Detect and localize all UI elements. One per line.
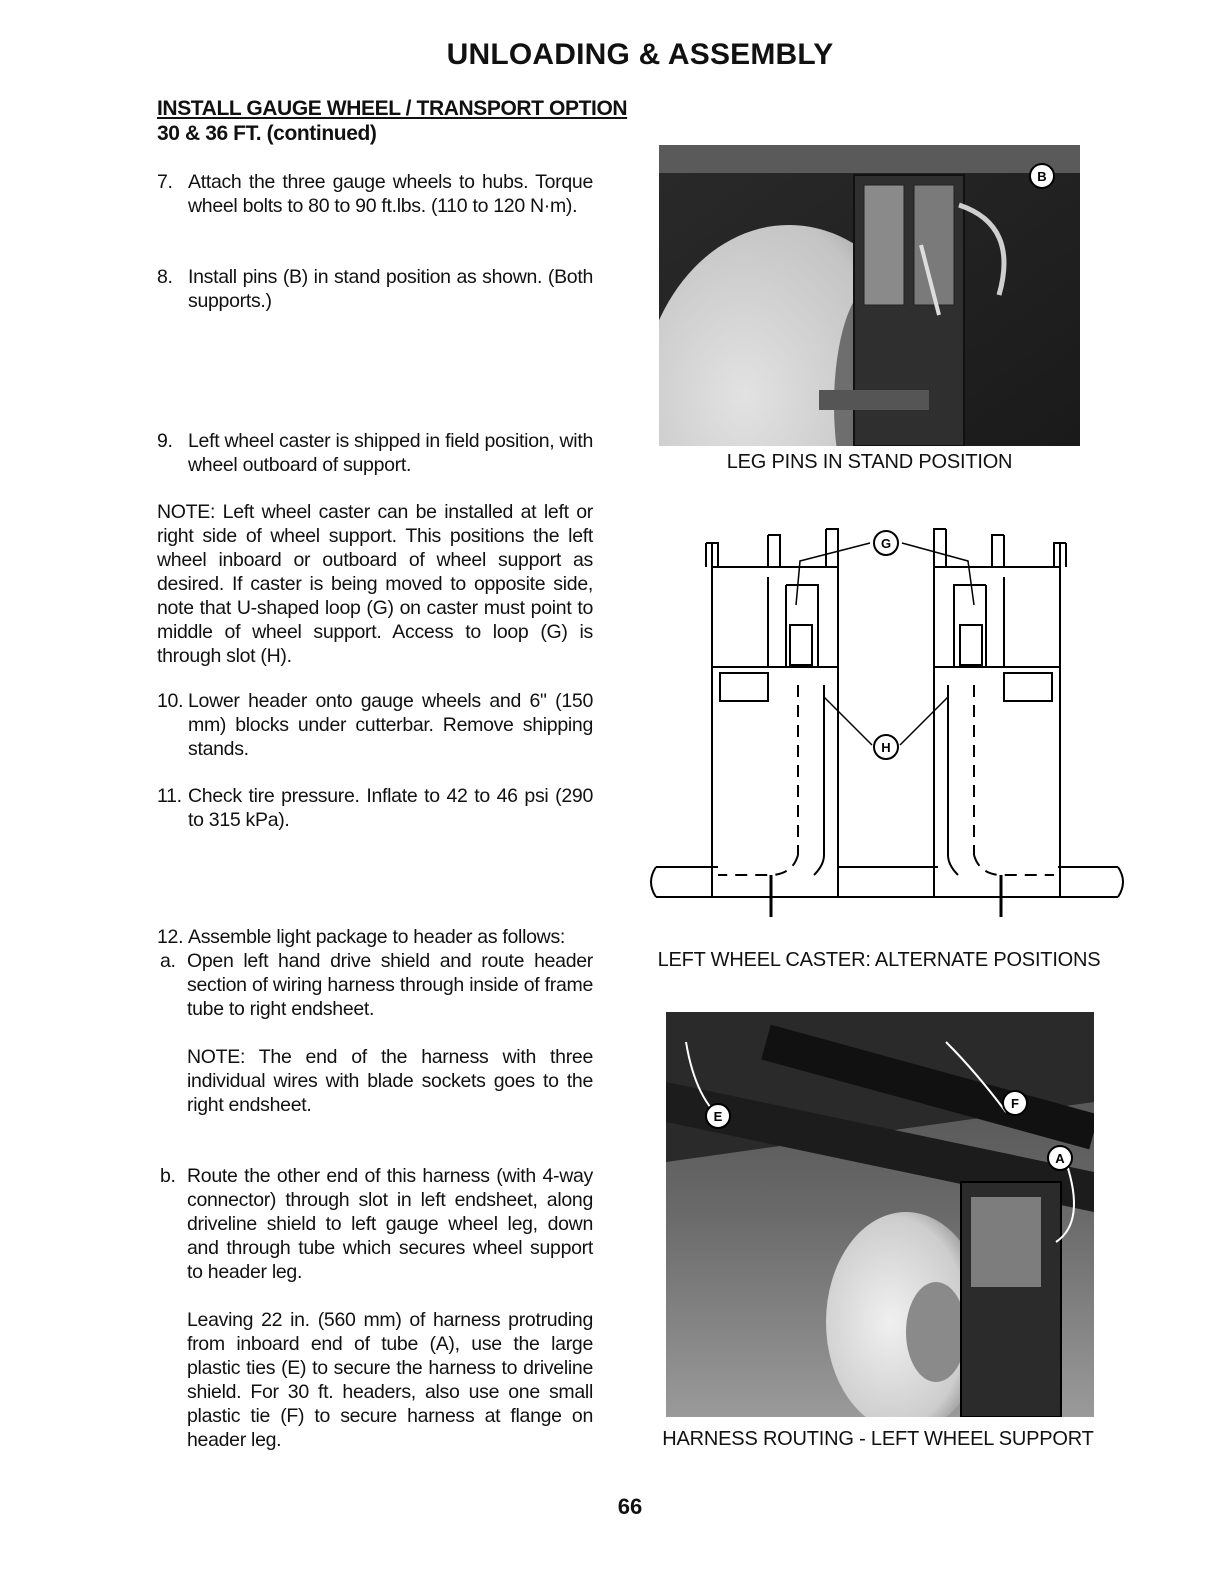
note-caster	[157, 500, 593, 668]
step-number: 7.	[157, 171, 173, 193]
section-heading-subtitle: 30 & 36 FT. (continued)	[157, 122, 377, 145]
step-8	[157, 265, 593, 315]
substep-a	[160, 949, 593, 1023]
step-number: 10.	[157, 690, 184, 712]
note-text: Left wheel caster can be installed at left or right side of wheel support. This positions the left wheel inboard or outboard of wheel support as desired. If caster is being moved to opposite side, note that U-shaped loop (G) on caster must point to middle of wheel support. Access to loop (G) is through slot (H).	[157, 501, 593, 667]
note-label: NOTE:	[157, 501, 216, 523]
callout-g-label: G	[880, 536, 892, 551]
callout-g-icon	[874, 531, 898, 555]
callout-f-icon	[1003, 1091, 1027, 1115]
callout-h-label: H	[881, 740, 891, 755]
paragraph-harness-ties: Leaving 22 in. (560 mm) of harness protruding from inboard end of tube (A), use the large plastic ties (E) to secure the harness to driveline shield. For 30 ft. headers, also use one small plastic tie (F) to secure harness at flange on header leg.	[187, 1309, 593, 1451]
step-11	[157, 784, 593, 834]
step-text: Attach the three gauge wheels to hubs. Torque wheel bolts to 80 to 90 ft.lbs. (110 to 120 N·m).	[188, 171, 593, 217]
note-harness	[187, 1045, 593, 1117]
photo-harness-routing	[666, 1012, 1094, 1417]
note-text: The end of the harness with three individual wires with blade sockets goes to the right endsheet.	[187, 1046, 593, 1116]
step-text: Check tire pressure. Inflate to 42 to 46 psi (290 to 315 kPa).	[188, 785, 593, 831]
page-title: UNLOADING & ASSEMBLY	[446, 38, 834, 71]
substep-text: Open left hand drive shield and route header section of wiring harness through inside of frame tube to right endsheet.	[187, 950, 593, 1020]
substep-letter: b.	[160, 1165, 176, 1187]
step-number: 9.	[157, 430, 173, 452]
step-text: Install pins (B) in stand position as shown. (Both supports.)	[188, 266, 593, 312]
photo-leg-pins	[659, 145, 1080, 446]
callout-e-icon	[706, 1104, 730, 1128]
diagram-caster-positions	[648, 525, 1124, 927]
step-7	[157, 170, 593, 250]
figure-caption: LEFT WHEEL CASTER: ALTERNATE POSITIONS	[657, 949, 1101, 971]
note-label: NOTE:	[187, 1046, 246, 1068]
substep-letter: a.	[160, 950, 176, 972]
step-number: 11.	[157, 785, 182, 807]
callout-a-icon	[1048, 1146, 1072, 1170]
step-text: Lower header onto gauge wheels and 6" (150 mm) blocks under cutterbar. Remove shipping stands.	[188, 690, 593, 760]
callout-b-icon	[1028, 162, 1056, 190]
callout-e-label: E	[713, 1109, 723, 1124]
callout-h-icon	[874, 735, 898, 759]
callout-b-label: B	[1037, 169, 1047, 184]
substep-text: Route the other end of this harness (with 4-way connector) through slot in left endsheet, along driveline shield to left gauge wheel leg, down and through tube which secures wheel support to header leg.	[187, 1165, 593, 1283]
step-number: 8.	[157, 266, 173, 288]
step-text: Assemble light package to header as follows:	[188, 926, 566, 948]
section-heading-title: INSTALL GAUGE WHEEL / TRANSPORT OPTION	[157, 97, 628, 120]
figure-caption: LEG PINS IN STAND POSITION	[726, 451, 1013, 473]
right-support-outline	[934, 529, 1066, 917]
substep-b	[160, 1164, 593, 1286]
page-number: 66	[617, 1494, 643, 1519]
step-number: 12.	[157, 926, 184, 948]
left-support-outline	[706, 529, 838, 917]
callout-f-label: F	[1011, 1096, 1019, 1111]
figure-caption: HARNESS ROUTING - LEFT WHEEL SUPPORT	[662, 1428, 1094, 1450]
step-10	[157, 689, 593, 763]
step-9	[157, 429, 593, 479]
section-heading	[157, 96, 627, 146]
step-text: Left wheel caster is shipped in field position, with wheel outboard of support.	[188, 430, 593, 476]
step-12	[157, 925, 593, 951]
callout-a-label: A	[1055, 1151, 1065, 1166]
